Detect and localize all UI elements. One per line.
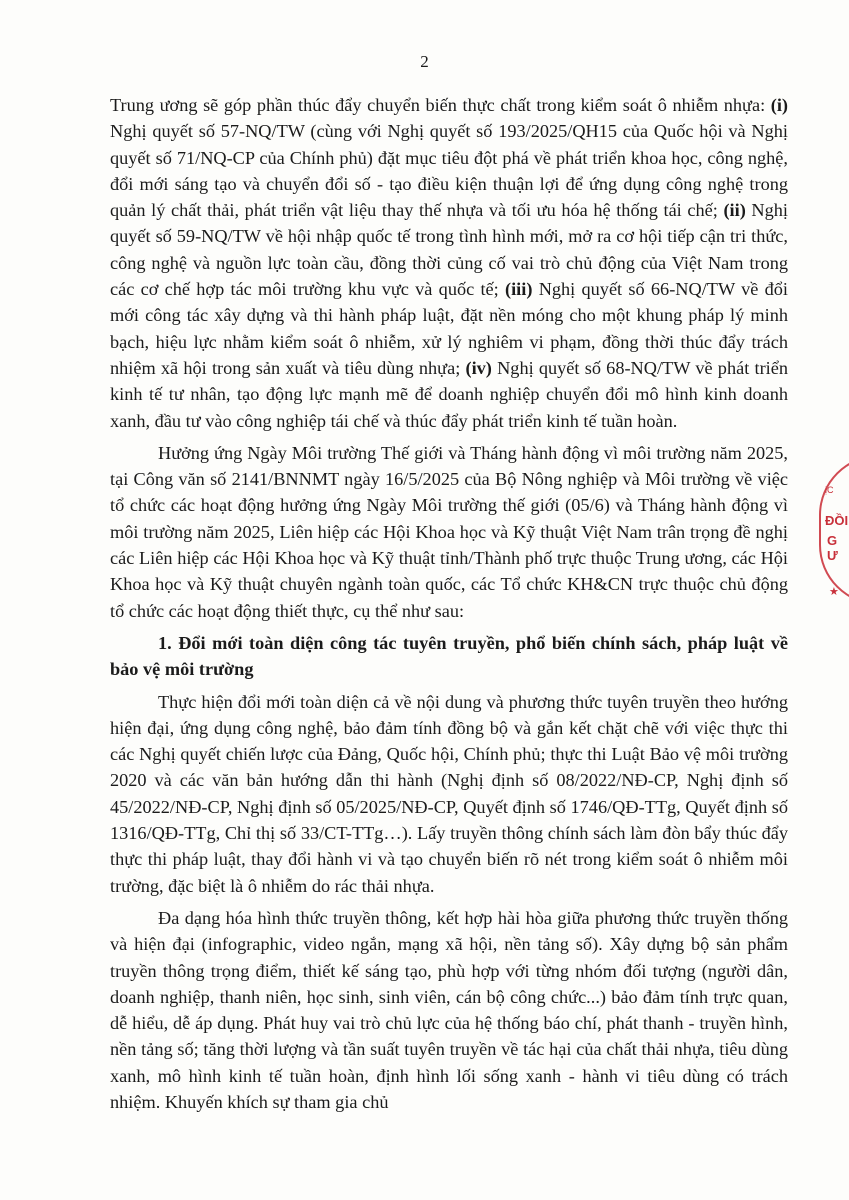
stamp-ring	[819, 455, 849, 605]
list-marker: (iii)	[505, 279, 533, 300]
text-run: Trung ương sẽ góp phần thúc đẩy chuyển biến thực chất trong kiểm soát ô nhiễm nhựa:	[110, 95, 771, 115]
red-stamp-fragment	[817, 455, 849, 605]
list-marker: (ii)	[723, 200, 746, 221]
paragraph-innovation: Thực hiện đổi mới toàn diện cả về nội dung và phương thức tuyên truyền theo hướng hiện đại, ứng dụng công nghệ, bảo đảm tính đồng bộ và gắn kết chặt chẽ với việc thực thi các Nghị quyết chiến lược của Đảng, Quốc hội, Chính phủ; thực thi Luật Bảo vệ môi trường 2020 và các văn bản hướng dẫn thi hành (Nghị định số 08/2022/NĐ-CP, Nghị định số 45/2022/NĐ-CP, Nghị định số 05/2025/NĐ-CP, Quyết định số 1746/QĐ-TTg, Quyết định số 1316/QĐ-TTg, Chỉ thị số 33/CT-TTg…). Lấy truyền thông chính sách làm đòn bẩy thúc đẩy thực thi pháp luật, thay đổi hành vi và tạo chuyển biến rõ nét trong kiểm soát ô nhiễm môi trường, đặc biệt là ô nhiễm do rác thải nhựa.	[110, 691, 788, 896]
text-run: Nghị quyết số 57-NQ/TW (cùng với Nghị quyết số 193/2025/QH15 của Quốc hội và Nghị quyết số 71/NQ-CP của Chính phủ) đặt mục tiêu đột phá về phát triển khoa học, công nghệ, đổi mới sáng tạo và chuyển đổi số - tạo điều kiện thuận lợi để ứng dụng công nghệ trong quản lý chất thải, phát triển vật liệu thay thế nhựa và tối ưu hóa hệ thống tái chế;	[110, 121, 788, 221]
stamp-text: ịC	[825, 485, 834, 495]
paragraph-response: Hưởng ứng Ngày Môi trường Thế giới và Tháng hành động vì môi trường năm 2025, tại Công văn số 2141/BNNMT ngày 16/5/2025 của Bộ Nông nghiệp và Môi trường về việc tổ chức các hoạt động hưởng ứng Ngày Môi trường thế giới (05/6) và Tháng hành động vì môi trường năm 2025, Liên hiệp các Hội Khoa học và Kỹ thuật Việt Nam trân trọng đề nghị các Liên hiệp các Hội Khoa học và Kỹ thuật tỉnh/Thành phố trực thuộc Trung ương, các Hội Khoa học và Kỹ thuật chuyên ngành toàn quốc, các Tổ chức KH&CN trực thuộc chủ động tổ chức các hoạt động thiết thực, cụ thể như sau:	[110, 442, 788, 621]
text-run: Nghị quyết số 66-NQ/TW về đổi mới công tác xây dựng và thi hành pháp luật, đặt nền móng cho một khung pháp lý minh bạch, hiệu lực nhằm kiểm soát ô nhiễm, xử lý nghiêm vi phạm, đồng thời thúc đẩy trách nhiệm xã hội trong sản xuất và tiêu dùng nhựa;	[110, 279, 789, 378]
paragraph-resolutions	[110, 92, 788, 434]
stamp-text: ĐỒI	[825, 513, 849, 528]
stamp-text: G Ư	[827, 533, 838, 563]
star-icon: ★	[829, 586, 839, 598]
list-marker: (i)	[770, 95, 788, 115]
text-run: Nghị quyết số 59-NQ/TW về hội nhập quốc tế trong tình hình mới, mở ra cơ hội tiếp cận tri thức, công nghệ và nguồn lực toàn cầu, đồng thời củng cố vai trò chủ động của Việt Nam trong các cơ chế hợp tác môi trường khu vực và quốc tế;	[110, 200, 788, 300]
paragraph-diversification: Đa dạng hóa hình thức truyền thông, kết hợp hài hòa giữa phương thức truyền thống và hiện đại (infographic, video ngắn, mạng xã hội, nền tảng số). Xây dựng bộ sản phẩm truyền thông trọng điểm, thiết kế sáng tạo, phù hợp với từng nhóm đối tượng (người dân, doanh nghiệp, thanh niên, học sinh, sinh viên, cán bộ công chức...) bảo đảm tính trực quan, dễ hiểu, dễ áp dụng. Phát huy vai trò chủ lực của hệ thống báo chí, phát thanh - truyền hình, nền tảng số; tăng thời lượng và tần suất tuyên truyền về tác hại của chất thải nhựa, tiêu dùng xanh, mô hình kinh tế tuần hoàn, định hình lối sống xanh - hành vi tiêu dùng có trách nhiệm. Khuyến khích sự tham gia chủ	[110, 907, 788, 1112]
document-body	[110, 92, 788, 1115]
page-number: 2	[420, 52, 429, 71]
section-heading: 1. Đổi mới toàn diện công tác tuyên truyền, phổ biến chính sách, pháp luật về bảo vệ môi trường	[110, 632, 788, 680]
list-marker: (iv)	[465, 357, 492, 378]
text-run: Nghị quyết số 68-NQ/TW về phát triển kinh tế tư nhân, tạo động lực mạnh mẽ để doanh nghiệp chuyển đổi mô hình kinh doanh xanh, đầu tư vào công nghiệp tái chế và thúc đẩy phát triển kinh tế tuần hoàn.	[110, 357, 788, 431]
